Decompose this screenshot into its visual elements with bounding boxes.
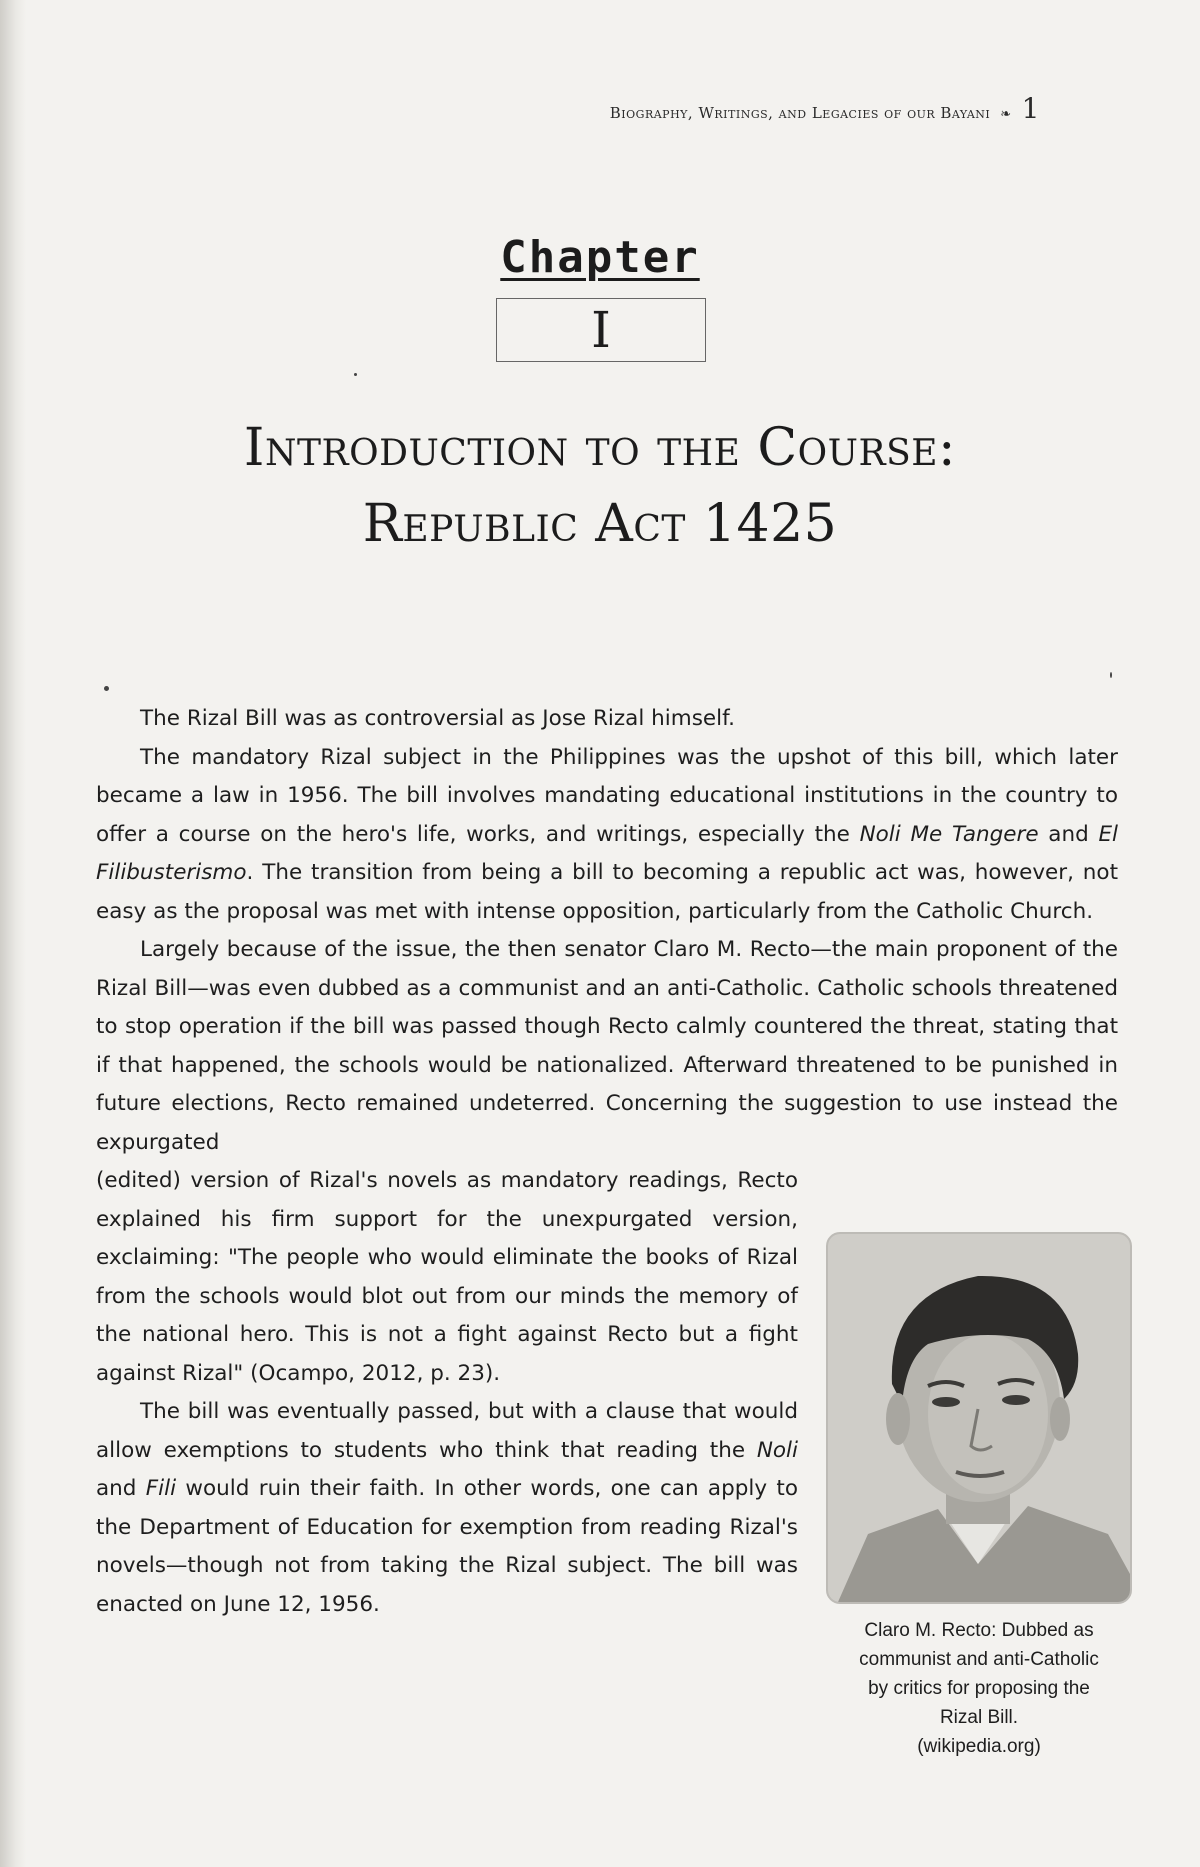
caption-line-2: communist and anti-Catholic: [859, 1649, 1099, 1670]
paragraph-4-text: The bill was eventually passed, but with a clause that would allow exemptions to students who think that reading the: [96, 1399, 798, 1463]
paragraph-1: The Rizal Bill was as controversial as Jose Rizal himself.: [140, 706, 735, 731]
paragraph-3: Largely because of the issue, the then senator Claro M. Recto—the main proponent of the Rizal Bill—was even dubbed as a communist and an anti-Catholic. Catholic schools threatened to stop operation if the bill was passed though Recto calmly countered the threat, stating that if that happened, the schools would be nationalized. Afterward threatened to be punished in future elections, Recto remained undeterred. Concerning the suggestion to use instead the expurgated: [96, 937, 1118, 1155]
figure-caption: [826, 1616, 1132, 1761]
dust-speck: [1110, 672, 1112, 678]
paragraph-4: [96, 1393, 798, 1624]
caption-source: (wikipedia.org): [917, 1736, 1041, 1757]
caption-line-1: Claro M. Recto: Dubbed as: [864, 1620, 1094, 1641]
dust-speck: [104, 686, 109, 691]
paragraph-4-text-end: would ruin their faith. In other words, one can apply to the Department of Education for exemption from reading Rizal's novels—though not from taking the Rizal subject. The bill was enacted on June 12, 1956.: [96, 1476, 798, 1617]
chapter-title-line1: Introduction to the Course:: [243, 418, 957, 478]
chapter-label: [0, 232, 1200, 283]
portrait-icon: [828, 1234, 1130, 1602]
italic-title-noli-short: Noli: [756, 1437, 798, 1463]
paragraph-2-text-end: . The transition from being a bill to becoming a republic act was, however, not easy as the proposal was met with intense opposition, particularly from the Catholic Church.: [96, 860, 1118, 924]
paragraph-3-continued: (edited) version of Rizal's novels as mandatory readings, Recto explained his firm support for the unexpurgated version, exclaiming: "The people who would eliminate the books of Rizal from the schools would blot out from our minds the memory of the national hero. This is not a fight against Recto but a fight against Rizal" (Ocampo, 2012, p. 23).: [96, 1168, 798, 1386]
running-head: [610, 92, 1040, 125]
dust-speck: [354, 373, 357, 376]
chapter-title-line2: Republic Act 1425: [362, 494, 838, 554]
figure: [826, 1232, 1132, 1761]
running-title: Biography, Writings, and Legacies of our Bayani: [609, 104, 991, 122]
paragraph-4-and: and: [96, 1476, 146, 1501]
text-wrap-block: [96, 1162, 798, 1624]
portrait-photo: [826, 1232, 1132, 1604]
italic-title-fili-short: Fili: [145, 1476, 177, 1501]
chapter-title: [0, 410, 1200, 562]
italic-title-fili: El Filibusterismo: [96, 821, 1118, 885]
paragraph-2: [96, 739, 1118, 932]
paragraph-2-and: and: [1038, 821, 1099, 847]
chapter-label-text: Chapter: [500, 232, 700, 283]
caption-line-4: Rizal Bill.: [939, 1707, 1019, 1728]
page-number: 1: [1021, 92, 1040, 125]
chapter-number-box: I: [496, 298, 706, 362]
ornament-icon: ❧: [1000, 107, 1012, 122]
italic-title-noli: Noli Me Tangere: [859, 821, 1039, 847]
caption-line-3: by critics for proposing the: [868, 1678, 1090, 1699]
paragraph-2-text: The mandatory Rizal subject in the Philippines was the upshot of this bill, which later became a law in 1956. The bill involves mandating educational institutions in the country to offer a course on the hero's life, works, and writings, especially the: [96, 744, 1118, 847]
